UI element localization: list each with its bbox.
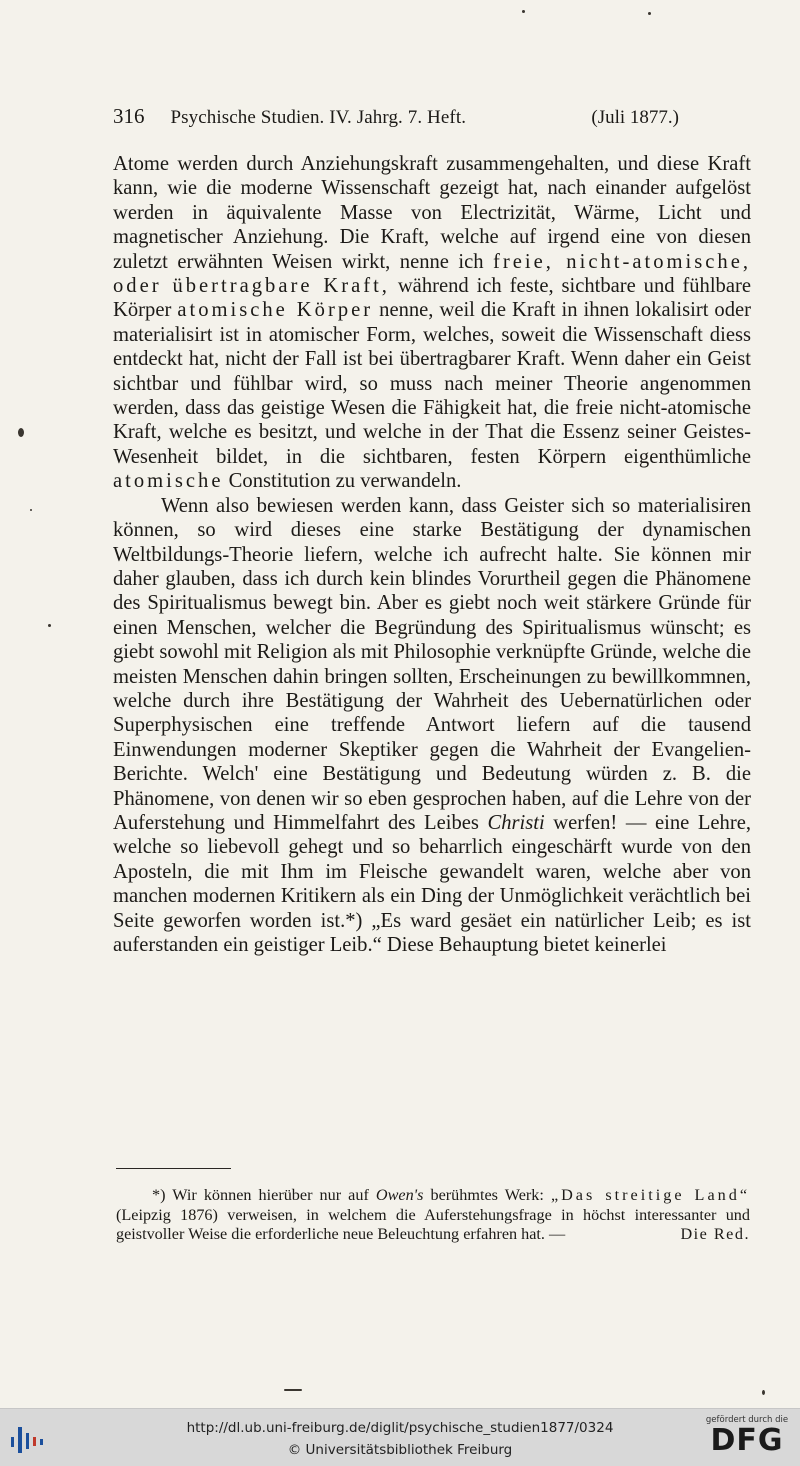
spaced-emphasis: atomische Körper <box>177 299 374 322</box>
margin-speck <box>30 509 32 511</box>
issue-date: (Juli 1877.) <box>591 107 679 128</box>
viewer-footer <box>0 1408 800 1466</box>
source-url-link[interactable]: http://dl.ub.uni-freiburg.de/diglit/psychische_studien1877/0324 <box>186 1420 614 1436</box>
margin-speck <box>762 1390 765 1395</box>
italic-name: Owen's <box>375 1186 424 1204</box>
page-number: 316 <box>113 104 145 128</box>
text-run: (Leipzig 1876) verweisen, in welchem die Auferstehungsfrage in höchst interessanter und geistvoller Weise die erforderliche neue Beleuchtung erfahren hat. — <box>116 1205 750 1244</box>
text-run: *) Wir können hierüber nur auf <box>152 1186 369 1204</box>
italic-name: Christi <box>487 811 545 834</box>
margin-speck <box>284 1389 302 1391</box>
journal-title: Psychische Studien. IV. Jahrg. 7. Heft. <box>170 107 467 128</box>
running-header <box>113 104 679 132</box>
spaced-emphasis: atomische <box>113 470 224 493</box>
paragraph-2 <box>113 494 751 958</box>
footnote <box>116 1186 750 1245</box>
text-run: berühmtes Werk: <box>430 1186 544 1204</box>
text-run: werfen! — eine Lehre, welche so liebevoll gehegt und so beharrlich eingeschärft wurde von den Aposteln, die mit Ihm im Fleische gewandelt waren, welche aber von manchen modernen Kritikern als ein Ding der Unmöglichkeit verächtlich bei Seite geworfen worden ist.*) „Es ward gesäet ein natürlicher Leib; es ist auferstanden ein geistiger Leib.“ Diese Behauptung bietet keinerlei <box>113 811 751 956</box>
margin-speck <box>48 624 51 627</box>
text-run: nenne, weil die Kraft in ihnen lokalisirt oder materialisirt ist in atomischer Form, welches, soweit die Wissenschaft diess entdeckt hat, nicht der Fall ist bei übertragbarer Kraft. Wenn daher ein Geist sichtbar und fühlbar wird, so muss nach meiner Theorie angenommen werden, dass das geistige Wesen die Fähigkeit hat, die freie nicht-atomische Kraft, welche es besitzt, und welche in der That die Essenz seiner Geistes-Wesenheit bildet, in die sichtbaren, festen Körpern eigenthümliche <box>113 299 752 468</box>
paragraph-1 <box>113 152 751 494</box>
text-run: Wenn also bewiesen werden kann, dass Geister sich so materialisiren können, so wird dieses eine starke Bestätigung der dynamischen Weltbildungs-Theorie liefern, welche ich aufrecht halte. Sie können mir daher glauben, dass ich durch kein blindes Vorurtheil gegen die Phänomene des Spiritualismus bewegt bin. Aber es giebt noch weit stärkere Gründe für einen Menschen, welcher die Begründung des Spiritualismus wünscht; es giebt sowohl mit Religion als mit Philosophie verknüpfte Gründe, welche die meisten Menschen dahin bringen sollten, Erscheinungen zu bewillkommnen, welche durch ihre Bestätigung der Wahrheit des Uebernatürlichen oder Superphysischen eine treffende Antwort liefern auf die tausend Einwendungen moderner Skeptiker gegen die Wahrheit der Evangelien-Berichte. Welch' eine Bestätigung und Bedeutung würden z. B. die Phänomene, von denen wir so eben gesprochen haben, auf die Lehre von der Auferstehung und Himmelfahrt des Leibes <box>113 494 751 834</box>
dfg-logo[interactable] <box>704 1415 790 1461</box>
footnote-text <box>116 1186 750 1245</box>
dfg-wordmark: DFG <box>710 1423 784 1458</box>
editor-signature: Die Red. <box>680 1225 750 1244</box>
spaced-emphasis: „Das streitige Land“ <box>550 1186 751 1204</box>
margin-speck <box>648 12 651 15</box>
text-run: während ich feste, sichtbare und fühlbare Körper <box>113 275 751 322</box>
spaced-emphasis: freie, nicht-atomische, oder übertragbare Kraft, <box>113 250 751 298</box>
margin-speck <box>522 10 525 13</box>
funder-caption: gefördert durch die <box>705 1415 789 1425</box>
footnote-rule <box>116 1168 231 1169</box>
text-run: Constitution zu verwandeln. <box>228 470 462 493</box>
copyright-notice: © Universitätsbibliothek Freiburg <box>287 1442 513 1458</box>
main-text <box>113 152 751 957</box>
text-run: Atome werden durch Anziehungskraft zusammengehalten, und diese Kraft kann, wie die moderne Wissenschaft gezeigt hat, nach einander aufgelöst werden in äquivalente Masse von Electrizität, Wärme, Licht und magnetischer Anziehung. Die Kraft, welche auf irgend eine von diesen zuletzt erwähnten Weisen wirkt, nenne ich <box>113 153 751 273</box>
margin-speck <box>18 428 24 437</box>
